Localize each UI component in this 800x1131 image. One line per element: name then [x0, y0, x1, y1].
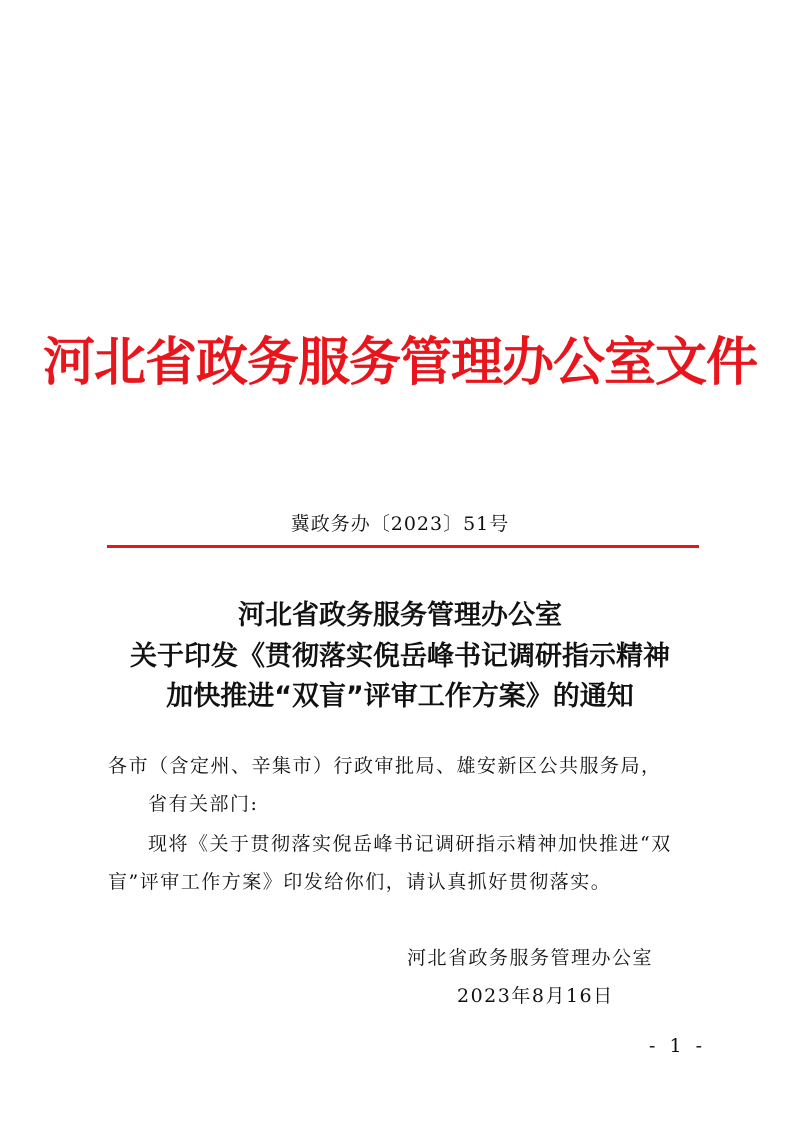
addressee-line-2: 省有关部门: [148, 793, 259, 815]
document-number: 冀政务办〔2023〕51号 [290, 513, 510, 535]
title-line-3: 加快推进“双盲”评审工作方案》的通知 [166, 681, 634, 712]
signature-organization: 河北省政务服务管理办公室 [407, 947, 654, 969]
red-divider-line [107, 545, 699, 548]
body-line-2: 盲”评审工作方案》印发给你们，请认真抓好贯彻落实。 [108, 871, 612, 893]
document-header-title: 河北省政务服务管理办公室文件 [42, 333, 757, 393]
addressee-line-1: 各市（含定州、辛集市）行政审批局、雄安新区公共服务局， [108, 755, 662, 777]
body-line-1: 现将《关于贯彻落实倪岳峰书记调研指示精神加快推进“双 [148, 833, 672, 855]
signature-date: 2023年8月16日 [457, 985, 614, 1007]
title-line-2: 关于印发《贯彻落实倪岳峰书记调研指示精神 [130, 641, 670, 672]
title-line-1: 河北省政务服务管理办公室 [238, 600, 562, 631]
page-number: - 1 - [649, 1035, 707, 1057]
